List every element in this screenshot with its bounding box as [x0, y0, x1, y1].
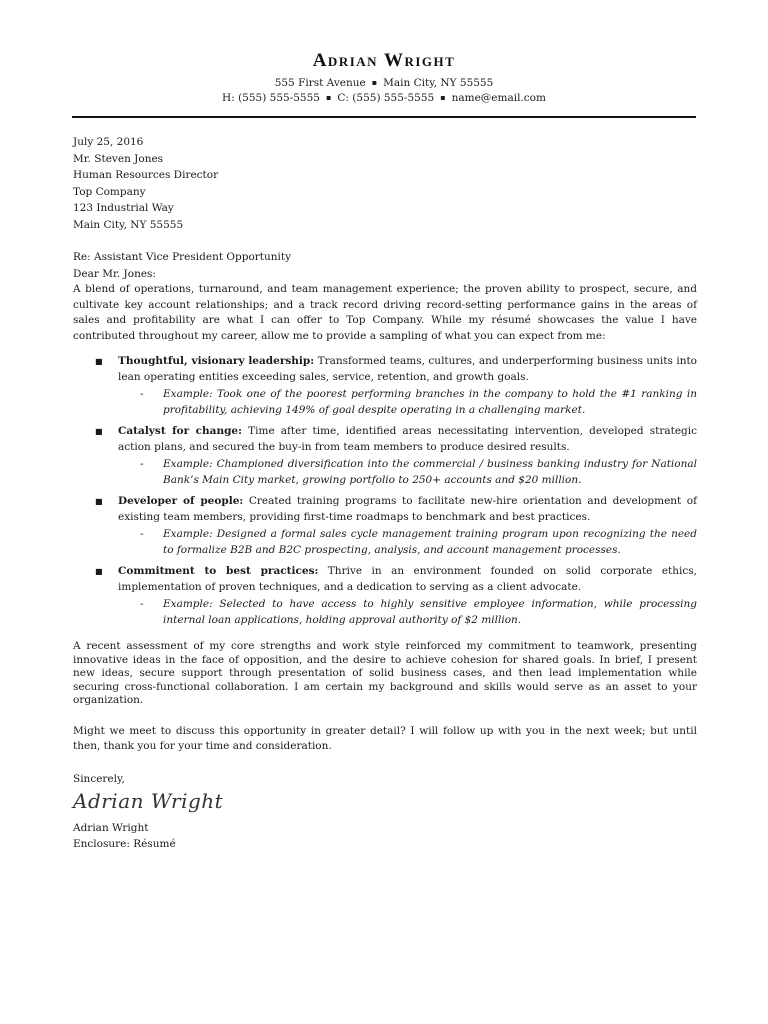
list-item	[73, 494, 697, 558]
list-item	[73, 564, 697, 628]
highlight-text: Thrive in an environment founded on solid corporate ethics, implementation of proven techniques, and a dedication to serving as a client advocate.	[118, 565, 697, 593]
highlight-example: - Example: Championed diversification into the commercial / business banking industry for National Bank’s Main City market, growing portfolio to 250+ accounts and $20 million.	[140, 458, 697, 486]
separator-icon: ▪	[325, 93, 332, 102]
contact-line-2	[0, 91, 768, 106]
separator-icon: ▪	[440, 93, 446, 102]
recipient-street: 123 Industrial Way	[73, 202, 174, 214]
highlight-lead: Developer of people:	[118, 495, 244, 507]
recipient-company: Top Company	[73, 185, 146, 198]
highlight-lead: Catalyst for change:	[118, 425, 242, 437]
highlight-lead: Thoughtful, visionary leadership:	[118, 355, 315, 367]
sender-name: Adrian Wright	[312, 50, 456, 71]
email-address: name@email.com	[451, 92, 546, 104]
dash-icon: -	[140, 388, 144, 400]
highlight-example: - Example: Selected to have access to highly sensitive employee information, while processing internal loan applications, holding approval authority of $2 million.	[140, 598, 697, 626]
list-item	[73, 424, 697, 488]
contact-line-1	[0, 76, 768, 91]
recipient-title: Human Resources Director	[73, 169, 219, 181]
list-item	[73, 354, 697, 418]
strengths-paragraph: A recent assessment of my core strengths and work style reinforced my commitment to teamwork, presenting innovative ideas in the face of opposition, and the desire to achieve cohesion for shared goals. In brief, I present new ideas, secure support through presentation of solid business cases, and then lead implementation while securing cross-functional collaboration. I am certain my background and skills would serve as an asset to your organization.	[73, 640, 697, 706]
letterhead	[0, 0, 768, 106]
highlight-lead: Commitment to best practices:	[118, 565, 319, 577]
home-phone: H: (555) 555-5555	[222, 92, 320, 104]
letter-body	[73, 134, 697, 853]
header-divider	[72, 116, 696, 118]
dash-icon: -	[140, 458, 144, 470]
cell-phone: C: (555) 555-5555	[337, 92, 435, 104]
square-bullet-icon: ■	[95, 497, 103, 506]
enclosure-line: Enclosure: Résumé	[73, 838, 176, 850]
dash-icon: -	[140, 598, 144, 610]
square-bullet-icon: ■	[95, 567, 103, 576]
recipient-block	[73, 151, 697, 234]
dash-icon: -	[140, 528, 144, 540]
handwritten-signature: Adrian Wright	[73, 789, 224, 813]
separator-icon: ▪	[371, 78, 378, 87]
letter-date: July 25, 2016	[73, 136, 144, 148]
recipient-city: Main City, NY 55555	[73, 218, 184, 231]
square-bullet-icon: ■	[95, 427, 103, 436]
sender-address: 555 First Avenue	[274, 77, 366, 89]
closing-paragraph: Might we meet to discuss this opportunity in greater detail? I will follow up with you in the next week; but until then, thank you for your time and consideration.	[73, 724, 697, 752]
closing: Sincerely,	[73, 772, 125, 785]
highlight-text: Time after time, identified areas necessitating intervention, developed strategic action plans, and secured the buy-in from team members to produce desired results.	[118, 425, 698, 453]
highlight-example: - Example: Designed a formal sales cycle management training program upon recognizing the need to formalize B2B and B2C prospecting, analysis, and account management processes.	[140, 528, 697, 556]
salutation: Dear Mr. Jones:	[73, 267, 156, 280]
highlight-text: Transformed teams, cultures, and underperforming business units into lean operating entities exceeding sales, service, retention, and growth goals.	[118, 355, 697, 383]
sender-city: Main City, NY 55555	[383, 77, 494, 89]
intro-paragraph: A blend of operations, turnaround, and team management experience; the proven ability to prospect, secure, and cultivate key account relationships; and a track record driving record-setting performance gains in the areas of sales and profitability are what I can offer to Top Company. While my résumé showcases the value I have contributed throughout my career, allow me to provide a sampling of what you can expect from me:	[73, 283, 697, 342]
highlights-list	[73, 354, 697, 628]
highlight-example: - Example: Took one of the poorest performing branches in the company to hold the #1 ranking in profitability, achieving 149% of goal despite operating in a challenging market.	[140, 388, 697, 416]
subject-line: Re: Assistant Vice President Opportunity	[73, 251, 292, 263]
square-bullet-icon: ■	[95, 357, 103, 366]
highlight-text: Created training programs to facilitate new-hire orientation and development of existing team members, providing first-time roadmaps to benchmark and best practices.	[118, 495, 698, 523]
signer-name: Adrian Wright	[73, 821, 149, 834]
recipient-name: Mr. Steven Jones	[73, 152, 164, 165]
